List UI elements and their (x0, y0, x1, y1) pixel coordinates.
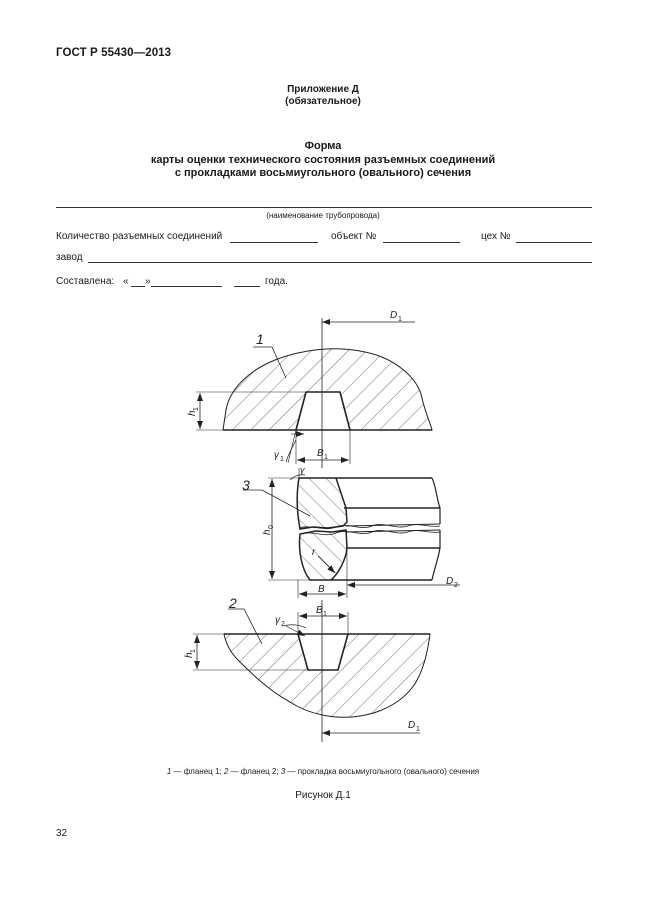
label-d1-top-sub: 1 (398, 316, 402, 323)
pipe-break-lines (432, 478, 440, 580)
flange1-groove (296, 392, 350, 430)
label-gasket: 3 (242, 477, 250, 493)
shop-label: цех № (481, 231, 511, 242)
gasket-upper (297, 478, 347, 529)
label-flange2: 2 (229, 595, 237, 611)
legend-n2: 2 (223, 767, 229, 776)
quote-close: » (145, 276, 151, 287)
label-d1-bottom-sub: 1 (416, 726, 420, 733)
label-d1-bottom: D (408, 720, 416, 731)
figure-caption: Рисунок Д.1 (295, 790, 351, 801)
label-d2: D (446, 576, 454, 587)
form-subtitle-line1: карты оценки технического состояния разъемных соединений (150, 154, 496, 166)
label-gamma2-sub: 2 (281, 621, 285, 628)
label-b1-bottom-sub: 1 (323, 611, 327, 618)
label-h1-top: h (187, 410, 198, 416)
compiled-label: Составлена: (56, 276, 115, 287)
pipeline-caption: (наименование трубопровода) (266, 211, 380, 220)
label-h1-bottom-sub: 1 (190, 649, 197, 653)
label-gamma: γ (300, 465, 305, 475)
label-r: r (312, 547, 316, 558)
connections-label: Количество разъемных соединений (56, 231, 223, 242)
appendix-status: (обязательное) (285, 96, 361, 107)
label-b1-top: B (317, 448, 324, 459)
legend-n1: 1 (166, 767, 172, 776)
page-number: 32 (56, 828, 68, 839)
standard-header: ГОСТ Р 55430—2013 (56, 47, 172, 59)
legend-n3: 3 (280, 767, 286, 776)
flange1-body (223, 349, 432, 430)
legend-t1: — фланец 1; (171, 767, 224, 776)
gasket-lower (299, 530, 347, 580)
label-h0-sub: 0 (268, 525, 275, 529)
label-flange1: 1 (256, 331, 264, 347)
object-label: объект № (331, 231, 377, 242)
year-label: года. (265, 276, 288, 287)
label-gamma1-sub: 1 (280, 456, 284, 463)
label-b: B (318, 584, 325, 595)
label-gamma1: γ (274, 450, 279, 461)
legend-t3: — прокладка восьмиугольного (овального) сечения (285, 767, 480, 776)
label-h0: h (262, 529, 273, 535)
form-subtitle-line2: с прокладками восьмиугольного (овального) сечения (174, 167, 472, 179)
label-h1-top-sub: 1 (193, 407, 200, 411)
legend-t2: — фланец 2; (228, 767, 281, 776)
figure-legend (0, 767, 646, 776)
form-title: Форма (304, 140, 342, 152)
label-d1-top: D (390, 310, 398, 321)
appendix-title: Приложение Д (287, 84, 359, 95)
quote-open: « (123, 276, 129, 287)
plant-label: завод (56, 252, 83, 263)
label-b1-top-sub: 1 (324, 454, 328, 461)
flange2-body (224, 634, 430, 717)
label-d2-sub: 2 (454, 582, 458, 589)
label-b1-bottom: B (316, 605, 323, 616)
label-gamma2: γ (275, 615, 280, 626)
label-h1-bottom: h (184, 652, 195, 658)
